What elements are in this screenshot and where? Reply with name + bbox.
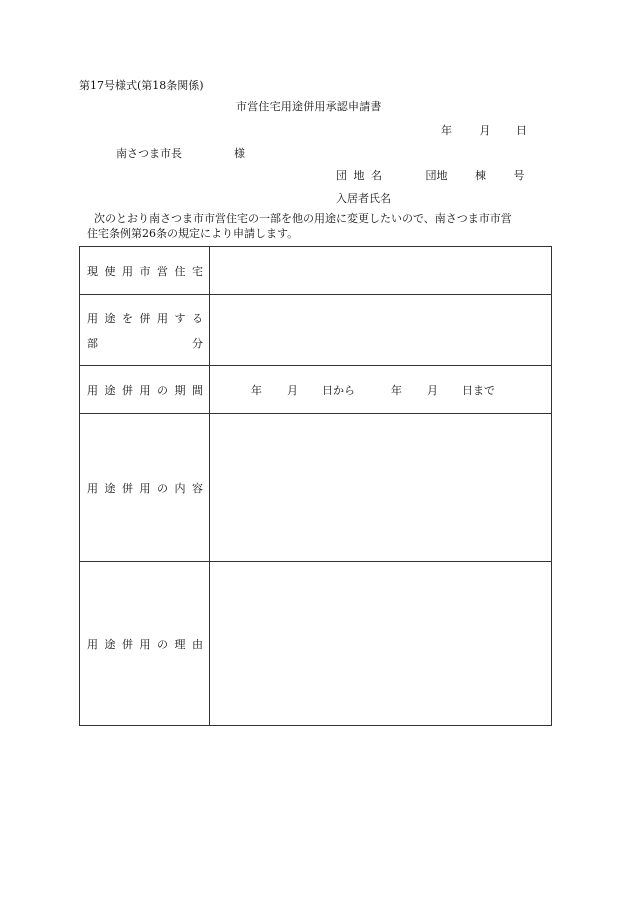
application-form-table (79, 246, 552, 726)
period-from-day: 日から (322, 383, 355, 397)
table-row-period (80, 366, 552, 414)
table-row-reason (80, 562, 552, 726)
addressee (116, 148, 245, 159)
addressee-honorific: 様 (234, 147, 245, 160)
field-content[interactable] (210, 414, 552, 562)
estate-label: 団 地 名 (336, 169, 382, 182)
period-to-day: 日まで (462, 383, 495, 397)
label-period: 用途併用の期間 (80, 366, 210, 414)
field-shared-part[interactable] (210, 295, 552, 366)
application-statement (80, 211, 560, 241)
field-period[interactable] (210, 366, 552, 414)
period-from-year: 年 (251, 383, 262, 397)
building-label: 棟 (475, 169, 486, 182)
statement-line-1: 次のとおり南さつま市市営住宅の一部を他の用途に変更したいので、南さつま市市営 (94, 212, 512, 225)
period-to-month: 月 (427, 383, 438, 397)
label-reason: 用途併用の理由 (80, 562, 210, 726)
document-title: 市営住宅用途併用承認申請書 (236, 100, 382, 113)
date-month: 月 (479, 124, 491, 137)
date-year: 年 (441, 124, 452, 137)
estate-line (336, 170, 525, 181)
label-current-housing: 現使用市営住宅 (80, 247, 210, 295)
statement-line-2: 住宅条例第26条の規定により申請します。 (87, 227, 299, 240)
label-shared-part: 用途を併用する 部 分 (80, 295, 210, 366)
number-label: 号 (513, 169, 525, 182)
period-to-year: 年 (391, 383, 402, 397)
date-day: 日 (516, 124, 527, 137)
table-row-current-housing (80, 247, 552, 295)
table-row-shared-part (80, 295, 552, 366)
resident-name-label: 入居者氏名 (336, 192, 391, 205)
table-row-content (80, 414, 552, 562)
field-reason[interactable] (210, 562, 552, 726)
period-from-month: 月 (287, 383, 298, 397)
label-content: 用途併用の内容 (80, 414, 210, 562)
addressee-name: 南さつま市長 (116, 147, 182, 160)
form-number: 第17号様式(第18条関係) (79, 79, 204, 92)
application-date (441, 125, 527, 136)
estate-value: 団地 (425, 169, 448, 182)
field-current-housing[interactable] (210, 247, 552, 295)
